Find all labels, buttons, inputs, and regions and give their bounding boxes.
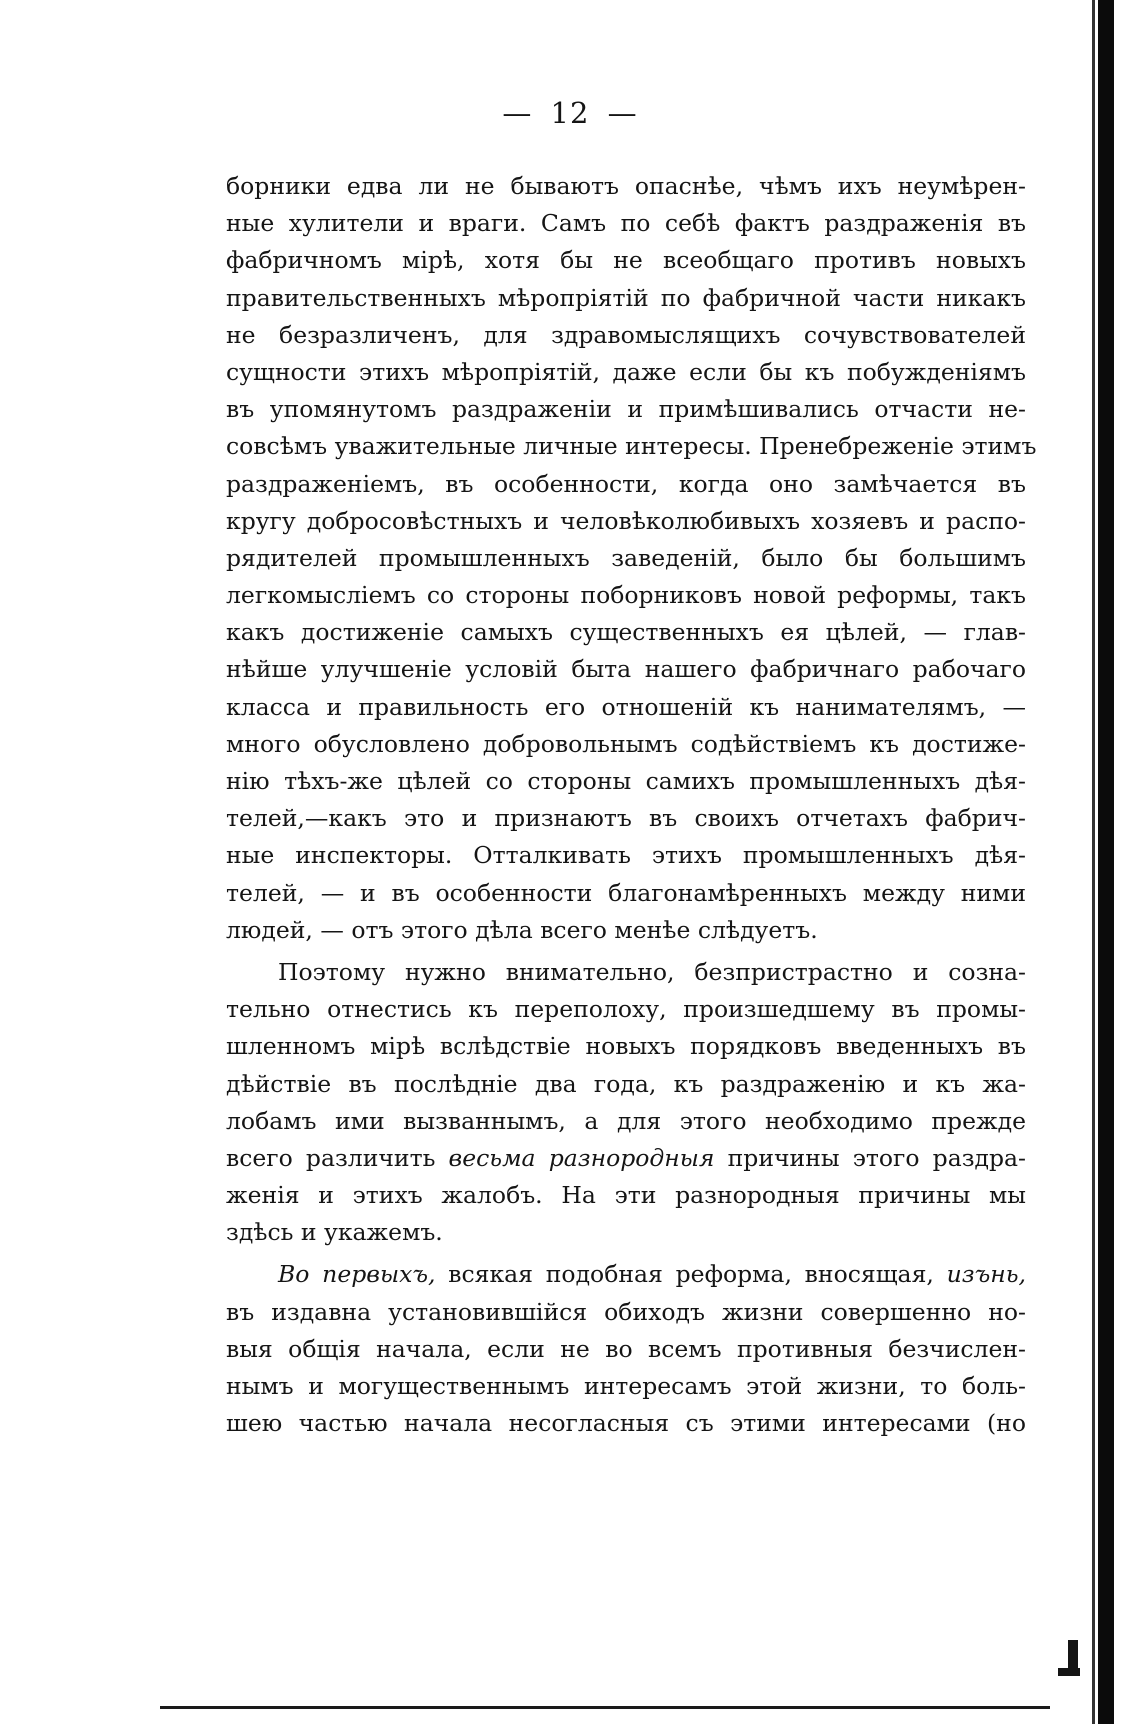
scan-edge-thin — [1092, 0, 1095, 1724]
text-line: кругу добросовѣстныхъ и человѣколюбивыхъ хозяевъ и распо- — [226, 506, 1026, 535]
text-line: нѣйше улучшеніе условій быта нашего фабричнаго рабочаго — [226, 655, 1026, 684]
text-line: легкомысліемъ со стороны поборниковъ новой реформы, такъ — [226, 581, 1026, 610]
text-line: совсѣмъ уважительные личные интересы. Пренебреженіе этимъ — [226, 432, 1037, 461]
text-line: телей, — и въ особенности благонамѣренныхъ между ними — [226, 878, 1026, 907]
text-line: борники едва ли не бываютъ опаснѣе, чѣмъ ихъ неумѣрен- — [226, 172, 1026, 200]
text-line-mixed — [226, 1140, 1026, 1177]
text-line: нымъ и могущественнымъ интересамъ этой жизни, то боль- — [226, 1372, 1026, 1400]
text-line: Поэтому нужно внимательно, безпристрастно и созна- — [278, 957, 1026, 986]
italic-emphasis: весьма разнородныя — [448, 1143, 715, 1172]
text-line: фабричномъ мірѣ, хотя бы не всеобщаго противъ новыхъ — [226, 246, 1026, 275]
text-line: выя общія начала, если не во всемъ противныя безчислен- — [226, 1334, 1026, 1363]
italic-emphasis: изънь, — [946, 1260, 1026, 1289]
text-line: въ издавна установившійся обиходъ жизни совершенно но- — [226, 1297, 1026, 1326]
text-run: всего различить — [226, 1143, 436, 1172]
scan-edge-shadow — [1098, 0, 1114, 1724]
text-line: здѣсь и укажемъ. — [226, 1218, 443, 1247]
paragraph-3 — [226, 1256, 1026, 1442]
text-run: всякая подобная реформа, вносящая, — [448, 1260, 934, 1289]
text-line: какъ достиженіе самыхъ существенныхъ ея цѣлей, — глав- — [226, 618, 1026, 647]
text-line: телей,—какъ это и признаютъ въ своихъ отчетахъ фабрич- — [226, 804, 1026, 833]
scan-bottom-rule — [160, 1706, 1050, 1709]
text-line: въ упомянутомъ раздраженіи и примѣшивались отчасти не- — [226, 395, 1026, 424]
text-line: ные инспекторы. Отталкивать этихъ промышленныхъ дѣя- — [226, 841, 1026, 870]
page-number: — 12 — — [502, 96, 638, 130]
text-run: причины этого раздра- — [727, 1143, 1026, 1172]
text-line: правительственныхъ мѣропріятій по фабричной части никакъ — [226, 283, 1026, 312]
text-line: дѣйствіе въ послѣдніе два года, къ раздраженію и къ жа- — [226, 1069, 1026, 1098]
text-line: нію тѣхъ-же цѣлей со стороны самихъ промышленныхъ дѣя- — [226, 767, 1026, 795]
text-line: ные хулители и враги. Самъ по себѣ фактъ раздраженія въ — [226, 209, 1026, 238]
body-text — [226, 168, 1037, 1442]
text-line: шею частью начала несогласныя съ этими интересами (но — [226, 1409, 1026, 1438]
text-line: тельно отнестись къ переполоху, произшедшему въ промы- — [226, 995, 1026, 1024]
paragraph-1 — [226, 168, 1037, 949]
text-line: раздраженіемъ, въ особенности, когда оно замѣчается въ — [226, 469, 1026, 498]
scan-corner-mark-foot — [1058, 1668, 1080, 1676]
text-line: класса и правильность его отношеній къ нанимателямъ, — — [226, 692, 1026, 721]
text-line: сущности этихъ мѣропріятій, даже если бы къ побужденіямъ — [226, 357, 1026, 386]
italic-emphasis: Во первыхъ, — [278, 1260, 436, 1289]
text-line: много обусловлено добровольнымъ содѣйствіемъ къ достиже- — [226, 729, 1026, 758]
text-line: шленномъ мірѣ вслѣдствіе новыхъ порядковъ введенныхъ въ — [226, 1032, 1026, 1061]
text-line: женія и этихъ жалобъ. На эти разнородныя причины мы — [226, 1181, 1026, 1210]
text-line-mixed — [226, 1256, 1026, 1293]
text-line: рядителей промышленныхъ заведеній, было бы большимъ — [226, 543, 1026, 572]
text-line: людей, — отъ этого дѣла всего менѣе слѣдуетъ. — [226, 915, 818, 944]
text-line: лобамъ ими вызваннымъ, а для этого необходимо прежде — [226, 1106, 1026, 1135]
paragraph-2 — [226, 954, 1026, 1252]
text-line: не безразличенъ, для здравомыслящихъ сочувствователей — [226, 320, 1026, 349]
